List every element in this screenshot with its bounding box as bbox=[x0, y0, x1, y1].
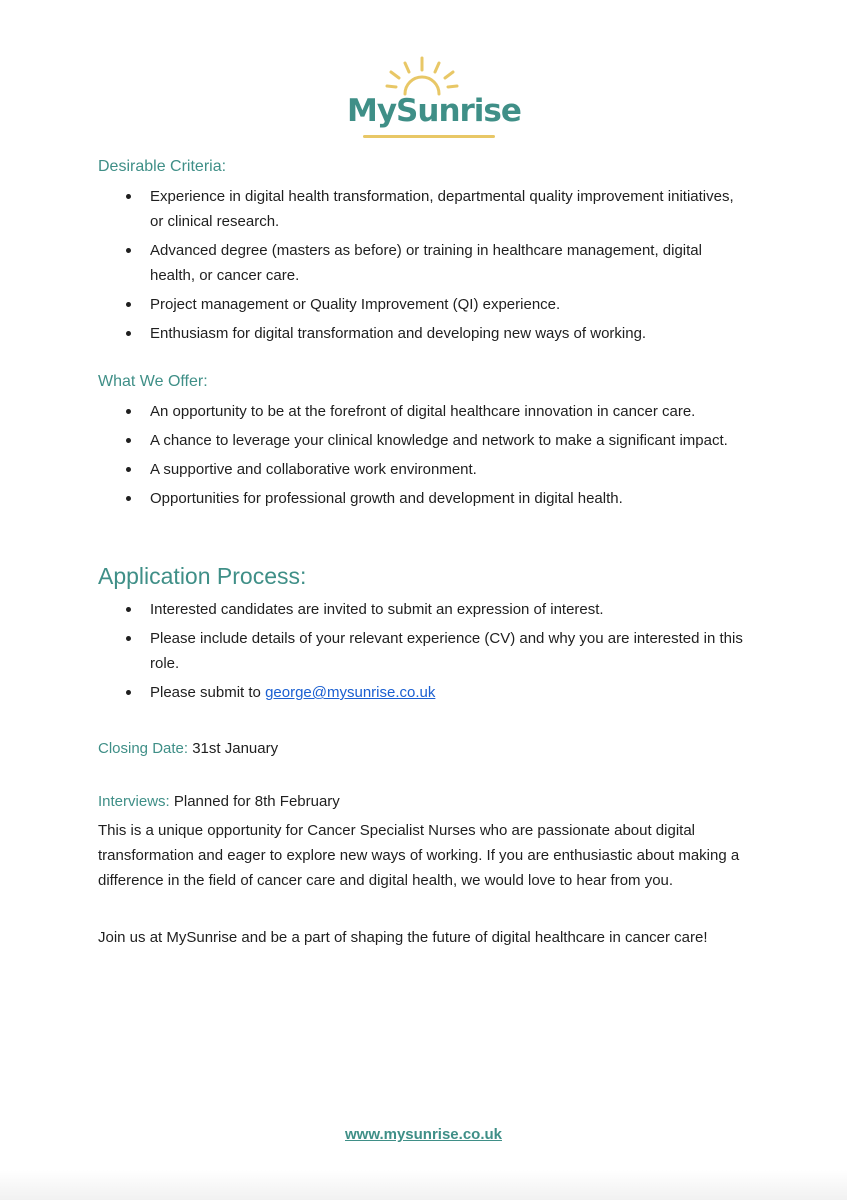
submit-prefix: Please submit to bbox=[150, 684, 266, 701]
list-item: Opportunities for professional growth and development in digital health. bbox=[150, 486, 750, 511]
mysunrise-logo bbox=[343, 56, 521, 142]
closing-date bbox=[98, 736, 278, 761]
list-item: A chance to leverage your clinical knowledge and network to make a significant impact. bbox=[150, 428, 750, 453]
join-us-paragraph: Join us at MySunrise and be a part of shaping the future of digital healthcare in cancer care! bbox=[98, 929, 708, 946]
closing-date-value: 31st January bbox=[188, 740, 279, 757]
list-item: An opportunity to be at the forefront of digital healthcare innovation in cancer care. bbox=[150, 399, 750, 424]
website-link[interactable]: www.mysunrise.co.uk bbox=[345, 1126, 502, 1143]
list-item: A supportive and collaborative work environment. bbox=[150, 457, 750, 482]
closing-date-label: Closing Date: bbox=[98, 740, 189, 757]
list-item: Project management or Quality Improvement (QI) experience. bbox=[150, 292, 750, 317]
what-we-offer-heading: What We Offer: bbox=[98, 373, 208, 390]
application-process-heading: Application Process: bbox=[98, 563, 307, 589]
logo-underline bbox=[363, 135, 495, 138]
page-bottom-shadow bbox=[0, 1170, 847, 1200]
interviews-label: Interviews: bbox=[98, 793, 170, 810]
email-link[interactable]: george@mysunrise.co.uk bbox=[265, 684, 436, 701]
interviews bbox=[98, 789, 340, 814]
interviews-value: Planned for 8th February bbox=[169, 793, 340, 810]
closing-paragraph: This is a unique opportunity for Cancer Specialist Nurses who are passionate about digital transformation and eager to explore new ways of working. If you are enthusiastic about making a difference in the field of cancer care and digital health, we would love to hear from you. bbox=[98, 822, 740, 889]
list-item bbox=[150, 680, 750, 705]
list-item: Advanced degree (masters as before) or training in healthcare management, digital health, or cancer care. bbox=[150, 238, 750, 288]
desirable-criteria-heading: Desirable Criteria: bbox=[98, 158, 227, 175]
application-process-list bbox=[150, 597, 750, 709]
list-item: Enthusiasm for digital transformation and developing new ways of working. bbox=[150, 321, 750, 346]
list-item: Experience in digital health transformation, departmental quality improvement initiatives, or clinical research. bbox=[150, 184, 750, 234]
what-we-offer-list bbox=[150, 399, 750, 515]
list-item: Please include details of your relevant experience (CV) and why you are interested in this role. bbox=[150, 626, 750, 676]
list-item: Interested candidates are invited to submit an expression of interest. bbox=[150, 597, 750, 622]
footer-website bbox=[0, 1126, 847, 1143]
logo-wordmark: MySunrise bbox=[347, 93, 521, 129]
desirable-criteria-list bbox=[150, 184, 750, 350]
